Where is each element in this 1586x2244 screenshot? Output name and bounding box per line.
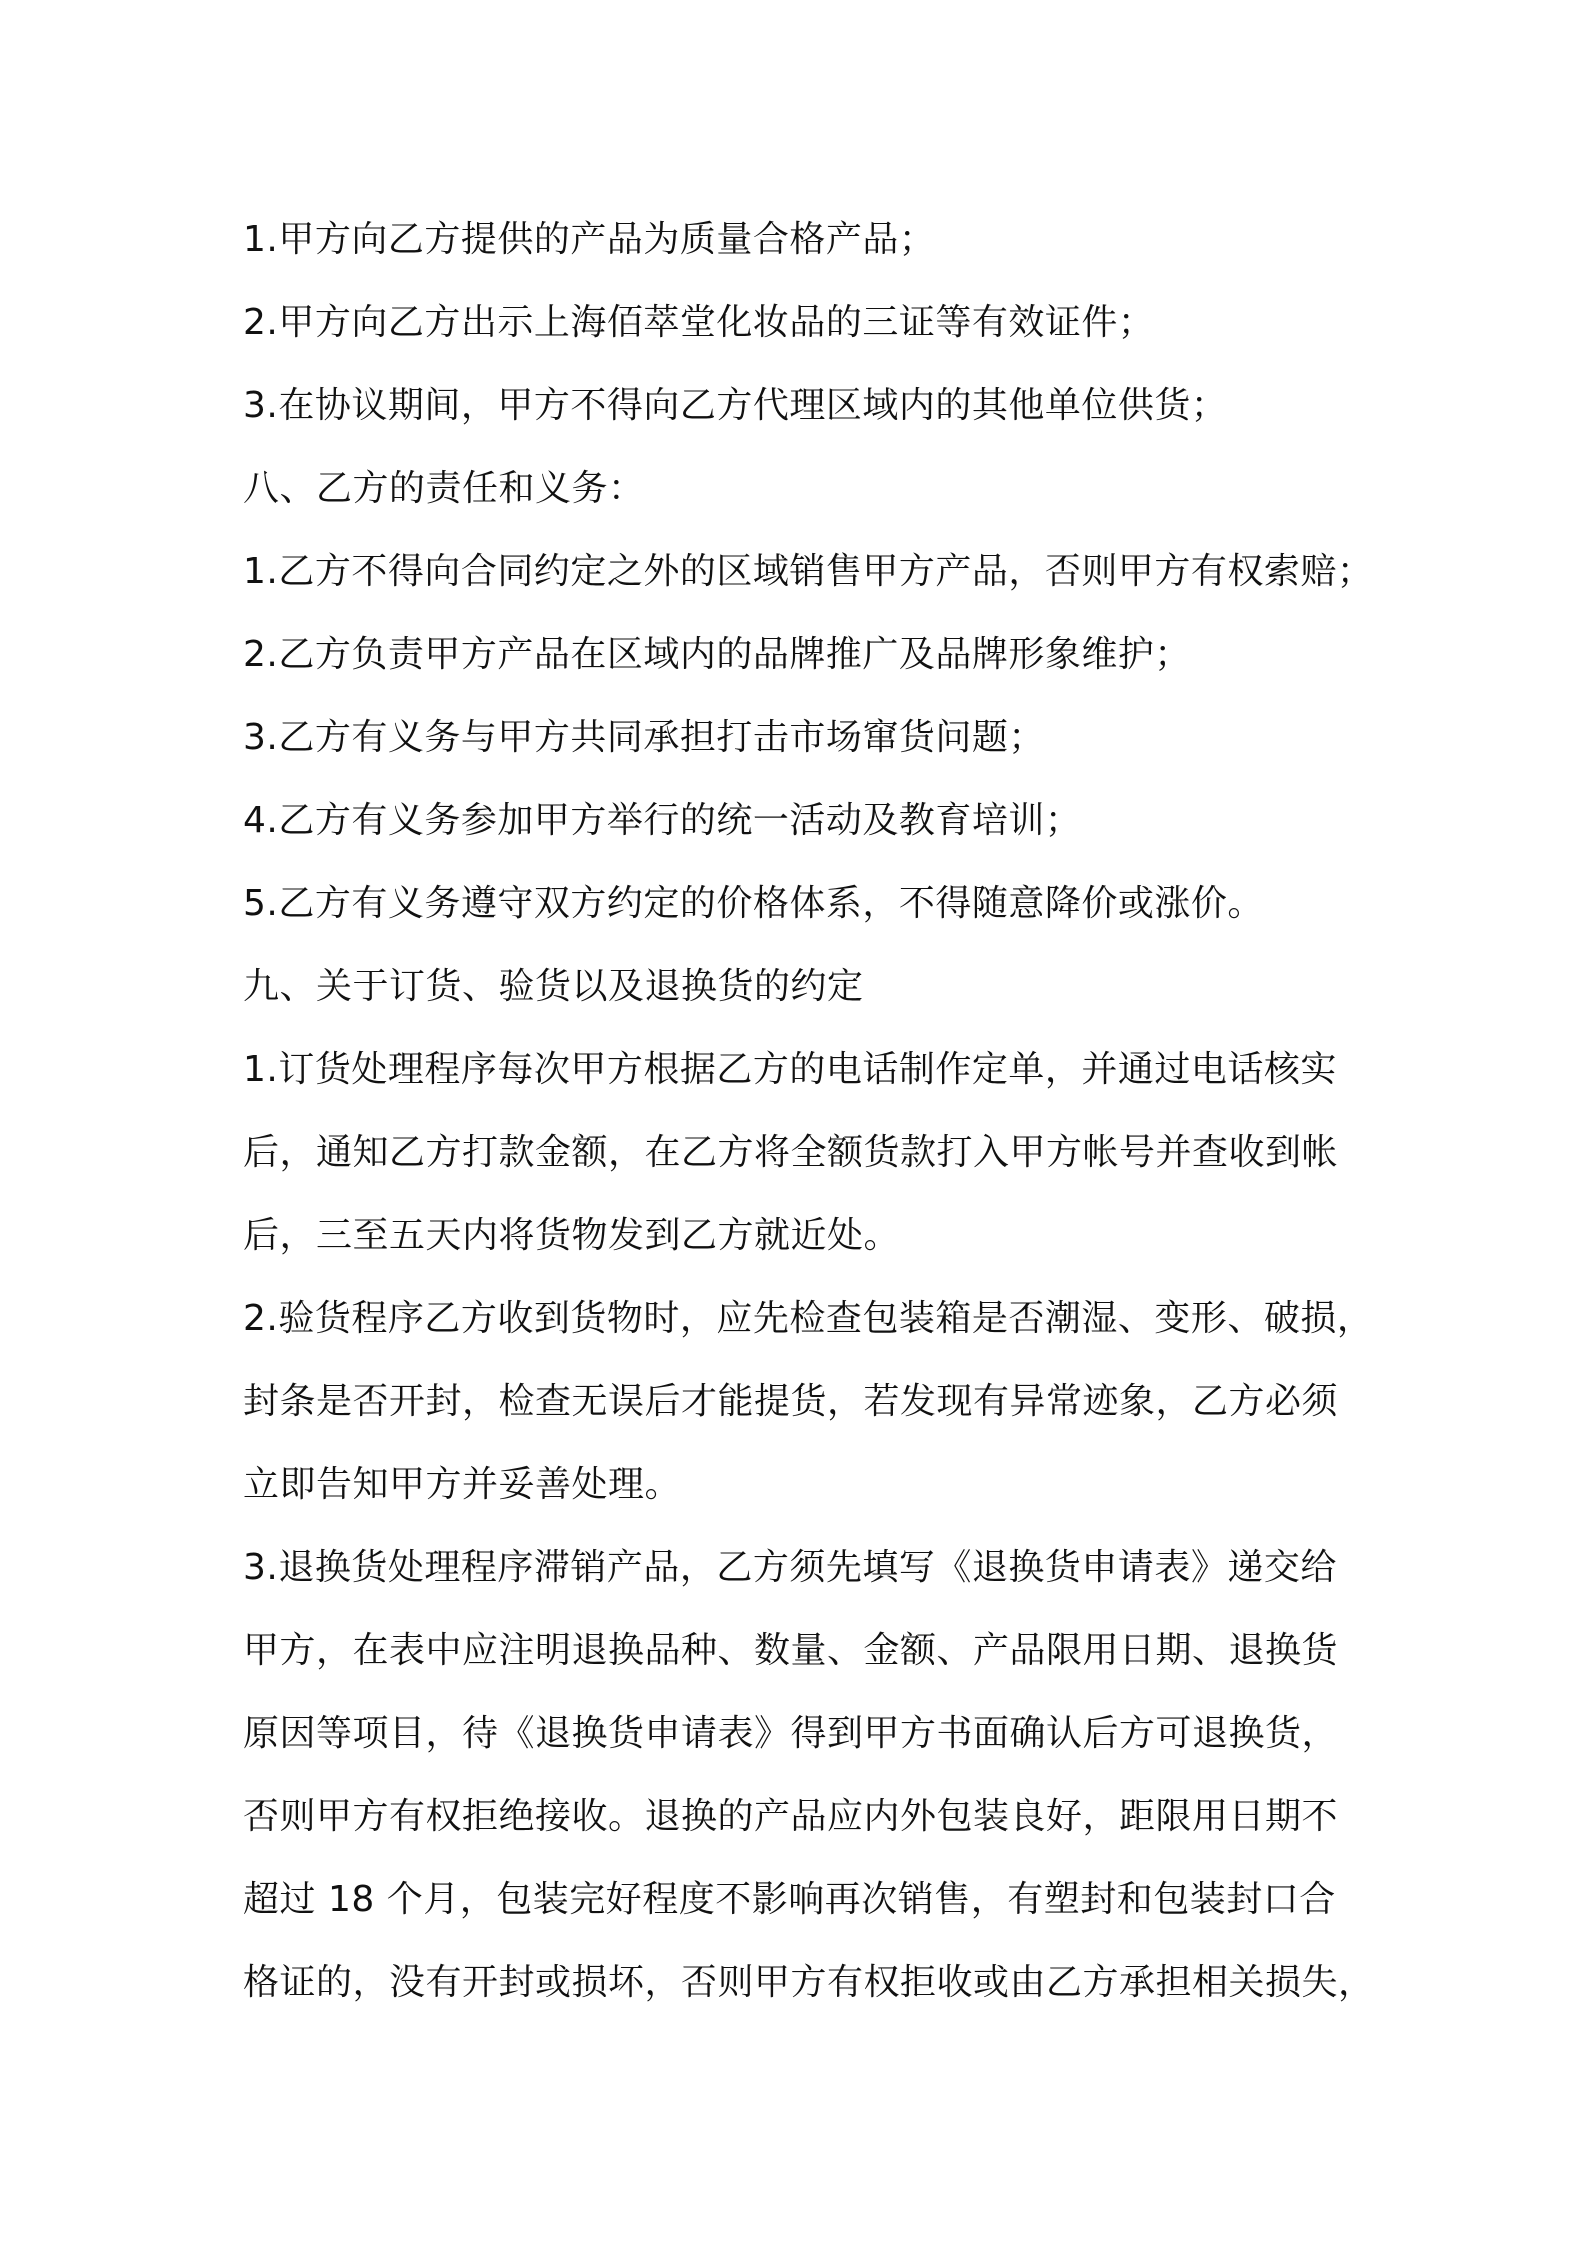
text-line: 3.退换货处理程序滞销产品，乙方须先填写《退换货申请表》递交给: [243, 1547, 1337, 1588]
text-line: 2.甲方向乙方出示上海佰萃堂化妆品的三证等有效证件；: [243, 302, 1155, 343]
text-line: 1.乙方不得向合同约定之外的区域销售甲方产品，否则甲方有权索赔；: [243, 551, 1374, 592]
text-line: 1.订货处理程序每次甲方根据乙方的电话制作定单，并通过电话核实: [243, 1049, 1337, 1090]
text-line: 3.在协议期间，甲方不得向乙方代理区域内的其他单位供货；: [243, 385, 1228, 426]
text-line: 甲方，在表中应注明退换品种、数量、金额、产品限用日期、退换货: [243, 1630, 1339, 1671]
text-line: 5.乙方有义务遵守双方约定的价格体系，不得随意降价或涨价。: [243, 883, 1264, 924]
text-line: 原因等项目，待《退换货申请表》得到甲方书面确认后方可退换货，: [243, 1713, 1339, 1754]
text-line: 2.乙方负责甲方产品在区域内的品牌推广及品牌形象维护；: [243, 634, 1191, 675]
section-heading: 九、关于订货、验货以及退换货的约定: [243, 966, 864, 1007]
section-heading: 八、乙方的责任和义务：: [243, 468, 645, 509]
text-line: 立即告知甲方并妥善处理。: [243, 1464, 682, 1505]
text-line: 格证的，没有开封或损坏，否则甲方有权拒收或由乙方承担相关损失，: [243, 1962, 1375, 2003]
text-line: 后，通知乙方打款金额，在乙方将全额货款打入甲方帐号并查收到帐: [243, 1132, 1339, 1173]
text-line: 4.乙方有义务参加甲方举行的统一活动及教育培训；: [243, 800, 1082, 841]
text-line: 3.乙方有义务与甲方共同承担打击市场窜货问题；: [243, 717, 1045, 758]
text-line: 1.甲方向乙方提供的产品为质量合格产品；: [243, 219, 936, 260]
text-line: 2.验货程序乙方收到货物时，应先检查包装箱是否潮湿、变形、破损，: [243, 1298, 1374, 1339]
text-line: 否则甲方有权拒绝接收。退换的产品应内外包装良好，距限用日期不: [243, 1796, 1339, 1837]
text-line: 超过 18 个月，包装完好程度不影响再次销售，有塑封和包装封口合: [243, 1879, 1336, 1920]
document-body: [243, 198, 1375, 2024]
text-line: 后，三至五天内将货物发到乙方就近处。: [243, 1215, 901, 1256]
text-line: 封条是否开封，检查无误后才能提货，若发现有异常迹象，乙方必须: [243, 1381, 1339, 1422]
